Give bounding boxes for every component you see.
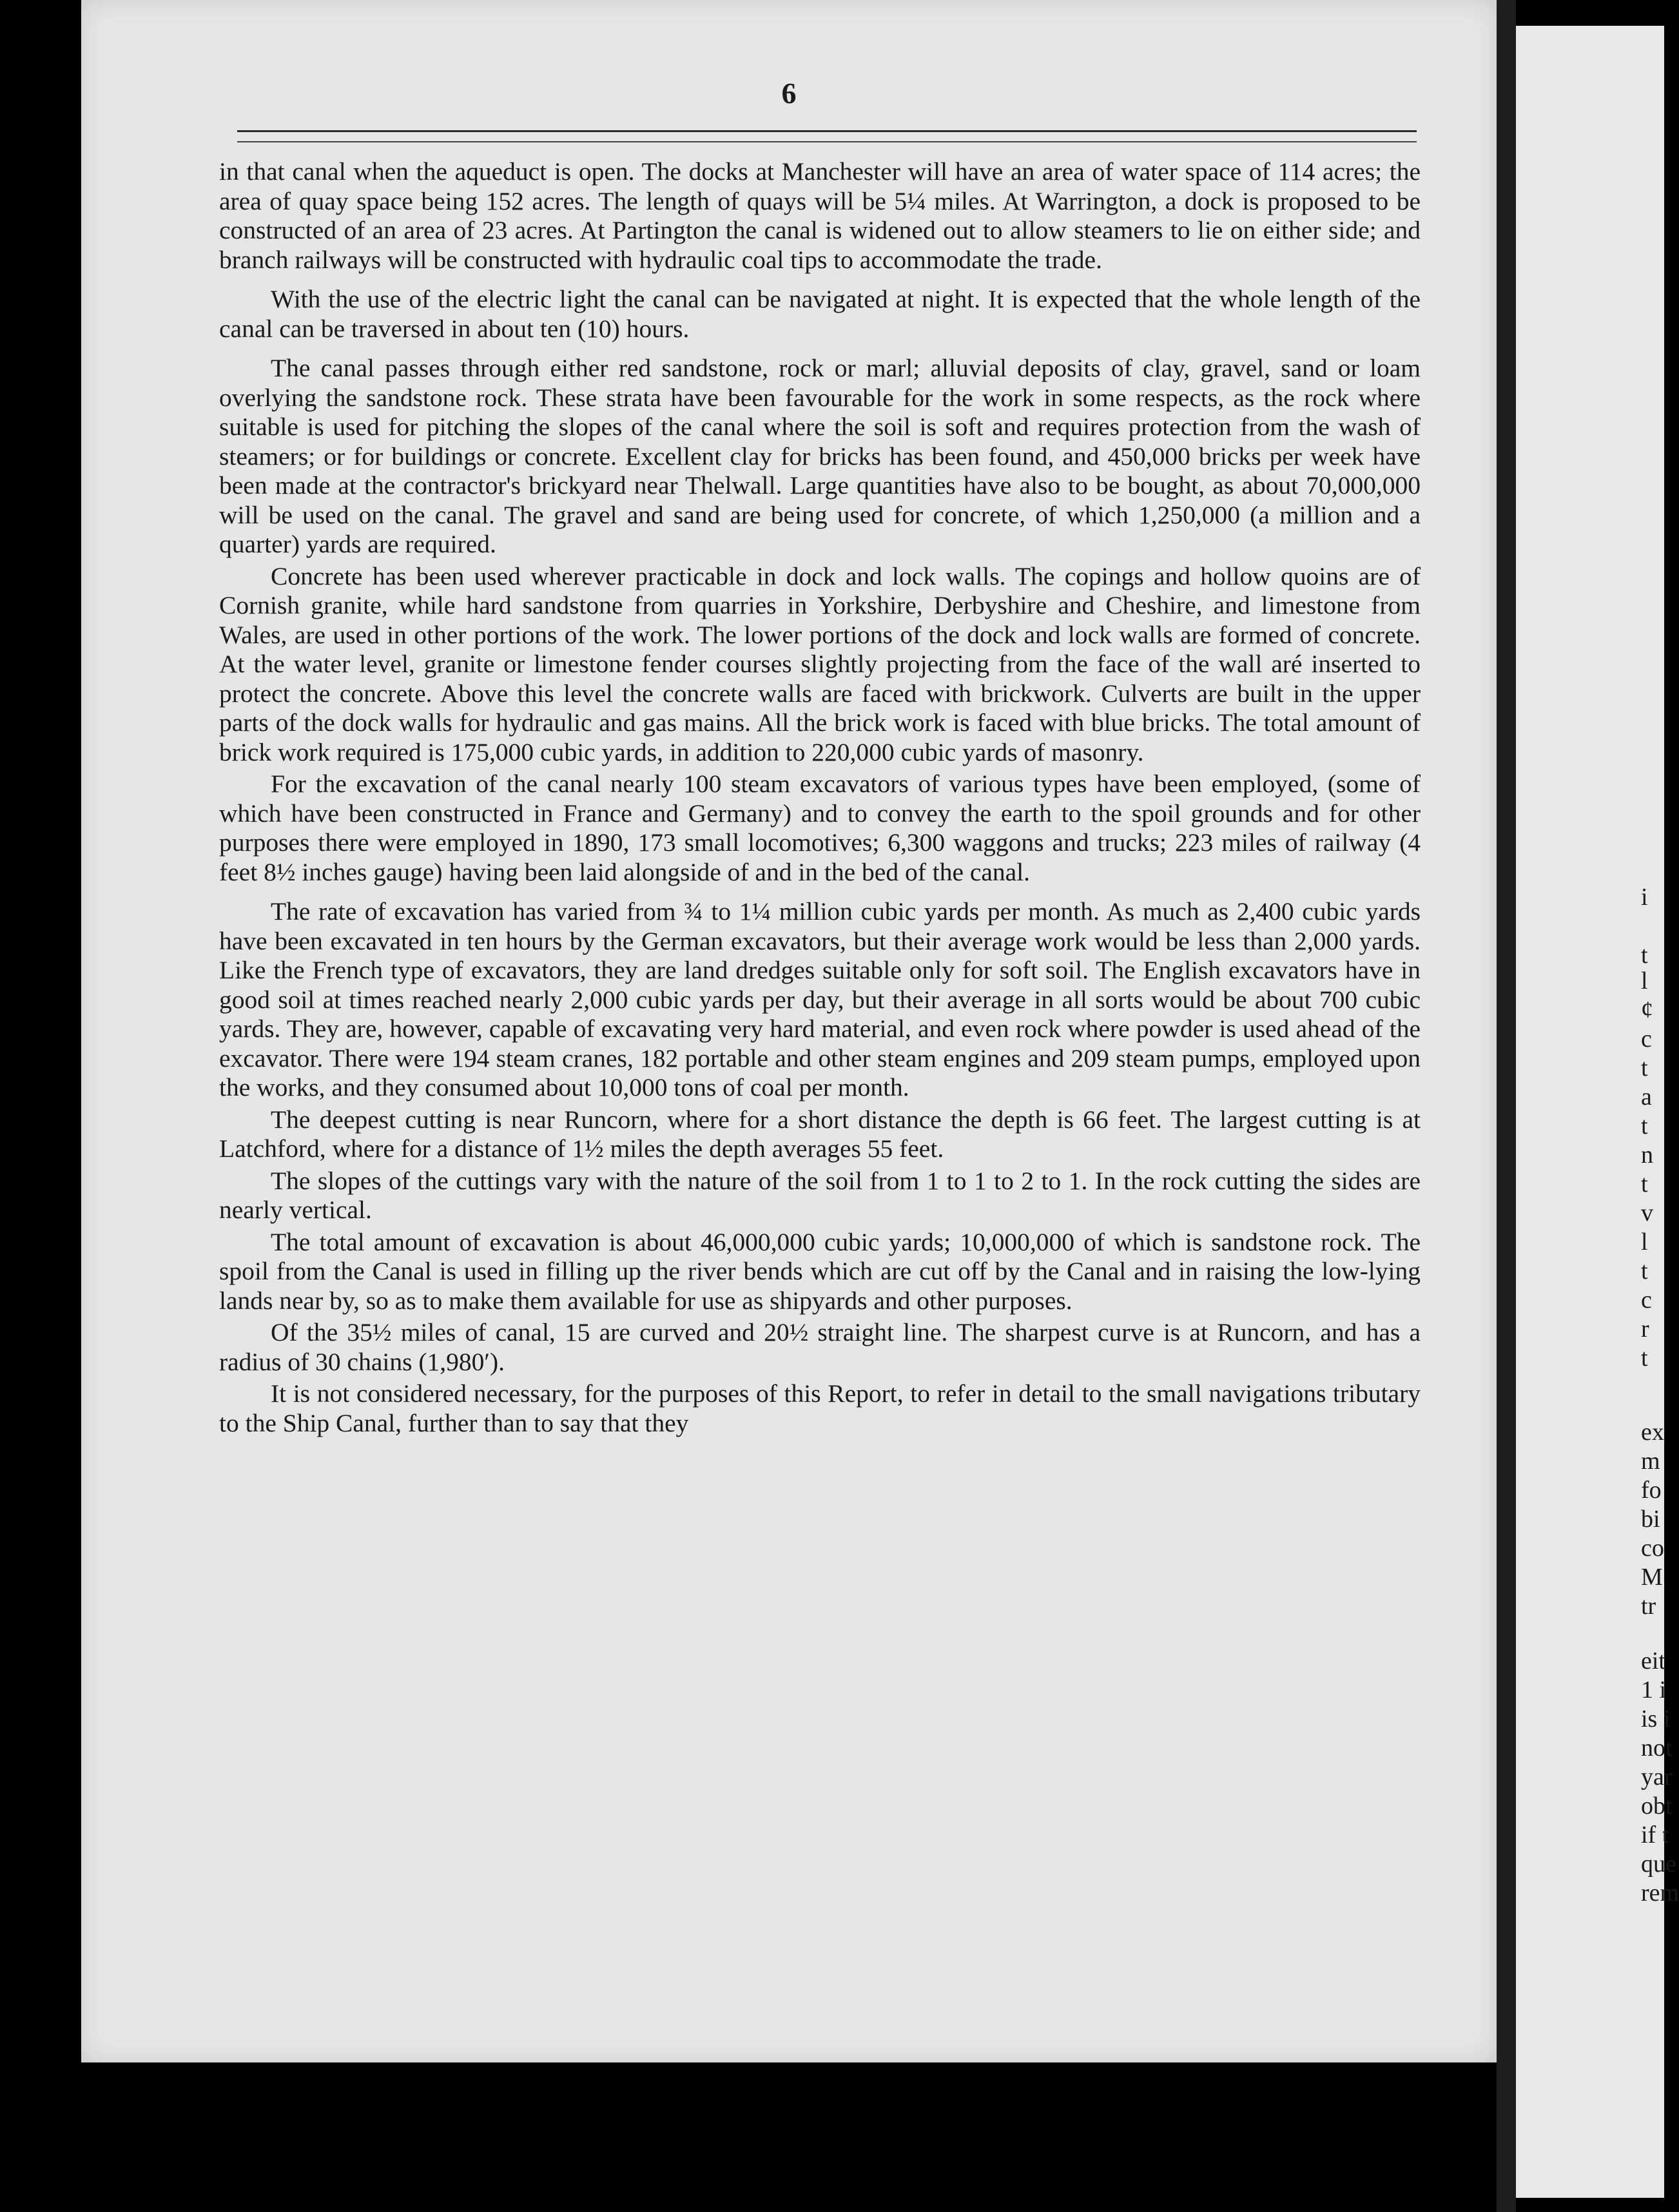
paragraph-8: The slopes of the cuttings vary with the nature of the soil from 1 to 1 to 2 to 1. In the rock cutting the sides are nearly vertical. (219, 1166, 1421, 1224)
paragraph-1: in that canal when the aqueduct is open. The docks at Manchester will have an area of water space of 114 acres; the area of quay space being 152 acres. The length of quays will be 5¼ miles. At Warrington, a dock is proposed to be constructed of an area of 23 acres. At Partington the canal is widened out to allow steamers to lie on either side; and branch railways will be constructed with hydraulic coal tips to accommodate the trade. (219, 157, 1421, 274)
paragraph-4: Concrete has been used wherever practicable in dock and lock walls. The copings and hollow quoins are of Cornish granite, while hard sandstone from quarries in Yorkshire, Derbyshire and Cheshire, and limestone from Wales, are used in other portions of the work. The lower portions of the dock and lock walls are formed of concrete. At the water level, granite or limestone fender courses slightly projecting from the face of the wall aré inserted to protect the concrete. Above this level the concrete walls are faced with brickwork. Culverts are built in the upper parts of the dock walls for hydraulic and gas mains. All the brick work is faced with blue bricks. The total amount of brick work required is 175,000 cubic yards, in addition to 220,000 cubic yards of masonry. (219, 561, 1421, 766)
paragraph-2: With the use of the electric light the canal can be navigated at night. It is expected that the whole length of the canal can be traversed in about ten (10) hours. (219, 285, 1421, 343)
facing-page-fragment: fo (1641, 1477, 1662, 1504)
facing-page-fragment: c (1641, 1286, 1652, 1314)
facing-page-fragment: if t (1641, 1821, 1669, 1848)
facing-page-fragment: i (1641, 884, 1648, 911)
facing-page-fragment: a (1641, 1083, 1652, 1111)
facing-page-fragment: t (1641, 1344, 1648, 1372)
facing-page-fragment: eit (1641, 1647, 1665, 1674)
facing-page-fragment: M (1641, 1564, 1663, 1591)
facing-page-fragment: r (1641, 1315, 1649, 1343)
facing-page-fragment: v (1641, 1199, 1653, 1227)
paragraph-10: Of the 35½ miles of canal, 15 are curved and 20½ straight line. The sharpest curve is at Runcorn, and has a radius of 30 chains (1,980′). (219, 1318, 1421, 1376)
page-gutter (1497, 0, 1516, 2212)
facing-page-fragment: que (1641, 1850, 1676, 1877)
facing-page-fragment: co (1641, 1535, 1664, 1562)
facing-page-fragment: t (1641, 942, 1648, 969)
facing-page-fragment: ex (1641, 1419, 1664, 1446)
paragraph-11: It is not considered necessary, for the purposes of this Report, to refer in detail to the small navigations tributary to the Ship Canal, further than to say that they (219, 1379, 1421, 1437)
facing-page-fragment: l (1641, 1228, 1648, 1256)
facing-page-fragment: ¢ (1641, 996, 1653, 1024)
facing-page-fragment: t (1641, 1054, 1648, 1082)
facing-page-fragment: n (1641, 1141, 1653, 1169)
facing-page-fragment: 1 i (1641, 1676, 1667, 1703)
facing-page-fragment: is i (1641, 1705, 1671, 1732)
facing-page-fragment: not (1641, 1734, 1673, 1761)
paragraph-7: The deepest cutting is near Runcorn, where for a short distance the depth is 66 feet. The largest cutting is at Latchford, where for a distance of 1½ miles the depth averages 55 feet. (219, 1105, 1421, 1163)
facing-page-fragment: t (1641, 1257, 1648, 1285)
document-page (81, 0, 1497, 2062)
facing-page-fragment: c (1641, 1025, 1652, 1053)
facing-page-fragment: l (1641, 967, 1648, 994)
facing-page-fragment: t (1641, 1112, 1648, 1140)
body-text (219, 157, 1421, 1441)
facing-page-fragment: yar (1641, 1763, 1673, 1790)
paragraph-9: The total amount of excavation is about 46,000,000 cubic yards; 10,000,000 of which is sandstone rock. The spoil from the Canal is used in filling up the river bends which are cut off by the Canal and in raising the low-lying lands near by, so as to make them available for use as shipyards and other purposes. (219, 1227, 1421, 1315)
facing-page-fragment: bi (1641, 1506, 1660, 1533)
facing-page-fragment: tr (1641, 1593, 1656, 1620)
page-number: 6 (781, 77, 797, 110)
facing-page-fragment: obt (1641, 1792, 1673, 1819)
header-rule (237, 130, 1417, 142)
facing-page-fragment: t (1641, 1170, 1648, 1198)
facing-page-fragment: rem (1641, 1879, 1679, 1906)
facing-page-fragment: m (1641, 1448, 1660, 1475)
paragraph-3: The canal passes through either red sandstone, rock or marl; alluvial deposits of clay, gravel, sand or loam overlying the sandstone rock. These strata have been favourable for the work in some respects, as the rock where suitable is used for pitching the slopes of the canal where the soil is soft and requires protection from the wash of steamers; or for buildings or concrete. Excellent clay for bricks has been found, and 450,000 bricks per week have been made at the contractor's brickyard near Thelwall. Large quantities have also to be bought, as about 70,000,000 will be used on the canal. The gravel and sand are being used for concrete, of which 1,250,000 (a million and a quarter) yards are required. (219, 354, 1421, 558)
paragraph-5: For the excavation of the canal nearly 100 steam excavators of various types have been employed, (some of which have been constructed in France and Germany) and to convey the earth to the spoil grounds and for other purposes there were employed in 1890, 173 small locomotives; 6,300 waggons and trucks; 223 miles of railway (4 feet 8½ inches gauge) having been laid alongside of and in the bed of the canal. (219, 770, 1421, 886)
paragraph-6: The rate of excavation has varied from ¾ to 1¼ million cubic yards per month. As much as 2,400 cubic yards have been excavated in ten hours by the German excavators, but their average work would be less than 2,000 yards. Like the French type of excavators, they are land dredges suitable only for soft soil. The English excavators have in good soil at times reached nearly 2,000 cubic yards per day, but their average in all sorts would be about 700 cubic yards. They are, however, capable of excavating very hard material, and even rock where powder is used ahead of the excavator. There were 194 steam cranes, 182 portable and other steam engines and 209 steam pumps, employed upon the works, and they consumed about 10,000 tons of coal per month. (219, 897, 1421, 1101)
